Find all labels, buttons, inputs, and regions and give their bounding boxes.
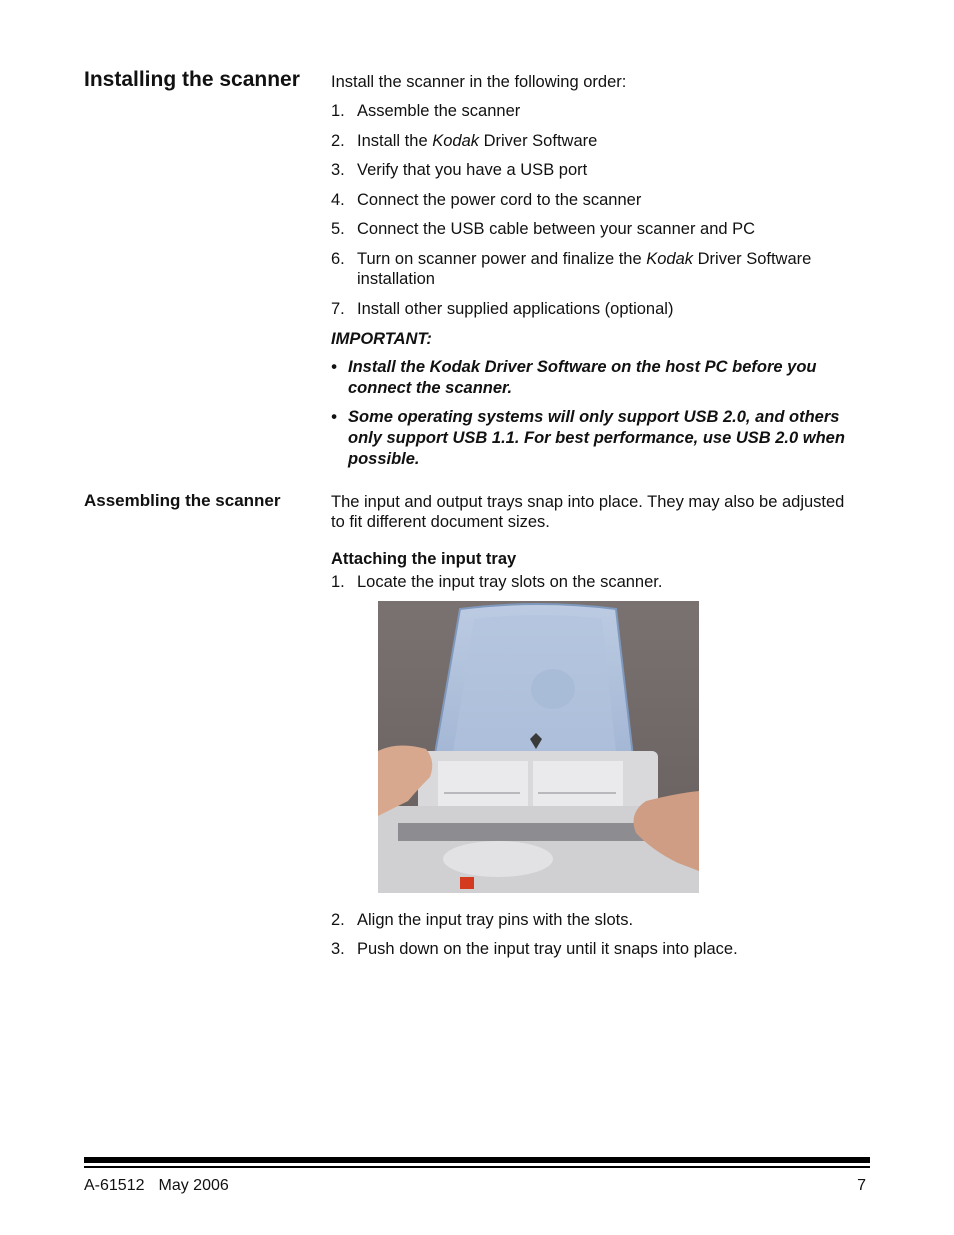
assemble-intro	[331, 492, 876, 532]
subheading-attaching-input-tray: Attaching the input tray	[331, 550, 517, 568]
step-number: 2.	[331, 131, 345, 150]
step-text: Push down on the input tray until it snaps into place.	[357, 940, 738, 958]
list-item	[331, 939, 871, 959]
important-bullet	[331, 357, 876, 399]
step-number: 2.	[331, 911, 345, 929]
step-text: Verify that you have a USB port	[357, 161, 588, 179]
attach-steps-list-2	[331, 910, 871, 959]
bullet-icon: •	[331, 358, 337, 376]
step-text: Connect the power cord to the scanner	[357, 190, 642, 209]
list-item	[331, 572, 871, 592]
list-item	[331, 160, 871, 180]
scanner-photo-illustration	[378, 601, 699, 893]
footer-doc-info	[84, 1177, 229, 1195]
step-number: 6.	[331, 249, 345, 268]
footer-doc-id: A-61512	[84, 1177, 145, 1194]
list-item	[331, 299, 871, 319]
important-text: connect the scanner.	[348, 379, 513, 397]
list-item	[331, 219, 871, 239]
step-text-emphasis: Kodak	[432, 131, 480, 150]
important-note	[331, 329, 876, 478]
step-text: Locate the input tray slots on the scanner.	[357, 573, 663, 591]
list-item	[331, 910, 871, 930]
step-text: Assemble the scanner	[357, 102, 521, 120]
install-steps-list	[331, 101, 871, 319]
step-text: Connect the USB cable between your scanner and PC	[357, 220, 756, 238]
step-text: Driver Software	[693, 249, 812, 268]
important-text: possible.	[348, 450, 420, 468]
footer-rule-thick	[84, 1157, 870, 1163]
section-heading-installing: Installing the scanner	[84, 68, 300, 91]
important-text: Install the Kodak Driver Software on the host PC before you	[348, 358, 817, 376]
assemble-intro-line: The input and output trays snap into place. They may also be adjusted	[331, 493, 845, 511]
step-number: 3.	[331, 940, 345, 958]
important-bullet	[331, 407, 876, 470]
install-intro: Install the scanner in the following order:	[331, 73, 627, 91]
step-number: 4.	[331, 190, 345, 209]
step-text: Install the	[357, 131, 433, 150]
scanner-input-tray-photo	[378, 601, 699, 893]
list-item	[331, 131, 871, 151]
step-text: installation	[357, 269, 435, 288]
step-text-emphasis: Kodak	[646, 249, 694, 268]
step-text: Driver Software	[479, 131, 598, 150]
important-text: only support USB 1.1. For best performance, use USB 2.0 when	[348, 429, 845, 447]
footer-date: May 2006	[158, 1177, 229, 1194]
step-number: 1.	[331, 573, 345, 591]
section-heading-assembling: Assembling the scanner	[84, 491, 281, 510]
step-number: 5.	[331, 220, 345, 238]
step-text: Turn on scanner power and finalize the	[357, 249, 647, 268]
footer-page-number: 7	[857, 1177, 866, 1194]
step-number: 7.	[331, 299, 345, 318]
list-item	[331, 249, 871, 289]
step-number: 3.	[331, 161, 345, 179]
step-text: Align the input tray pins with the slots.	[357, 911, 634, 929]
footer-rule-thin	[84, 1166, 870, 1168]
step-text: Install other supplied applications (optional)	[357, 299, 674, 318]
list-item	[331, 190, 871, 210]
important-label: IMPORTANT:	[331, 330, 432, 348]
step-number: 1.	[331, 102, 345, 120]
assemble-intro-line: to fit different document sizes.	[331, 513, 550, 531]
attach-steps-list-1	[331, 572, 871, 592]
important-text: Some operating systems will only support USB 2.0, and others	[348, 408, 840, 426]
list-item	[331, 101, 871, 121]
bullet-icon: •	[331, 408, 337, 426]
